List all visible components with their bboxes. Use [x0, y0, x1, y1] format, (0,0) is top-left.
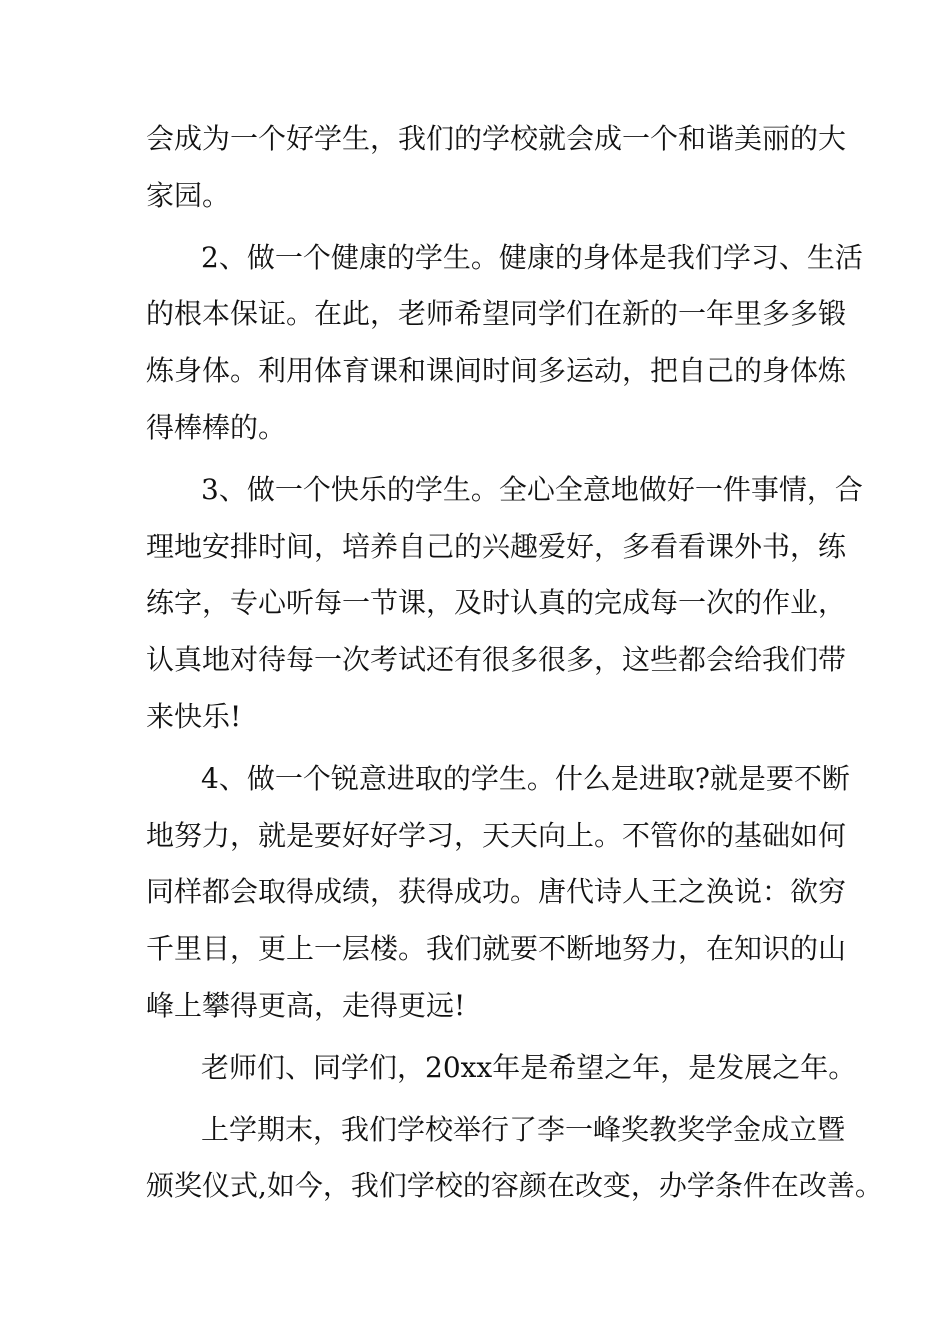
paragraph-4-line-3: 同样都会取得成绩，获得成功。唐代诗人王之涣说：欲穷 — [146, 875, 847, 909]
paragraph-2-line-2: 的根本保证。在此，老师希望同学们在新的一年里多多锻 — [146, 297, 847, 331]
paragraph-3-line-5: 来快乐! — [146, 699, 242, 733]
paragraph-2-line-3: 炼身体。利用体育课和课间时间多运动，把自己的身体炼 — [146, 354, 847, 388]
paragraph-2-line-4: 得棒棒的。 — [146, 410, 287, 444]
paragraph-3-line-3: 练字，专心听每一节课，及时认真的完成每一次的作业， — [146, 586, 847, 620]
paragraph-5-line-1: 老师们、同学们，20xx年是希望之年，是发展之年。 — [201, 1050, 857, 1084]
document-body — [146, 111, 883, 1215]
paragraph-6-line-2: 颁奖仪式,如今，我们学校的容颜在改变，办学条件在改善。 — [146, 1169, 883, 1203]
paragraph-4-line-1: 4、做一个锐意进取的学生。什么是进取?就是要不断 — [201, 761, 850, 795]
paragraph-3-line-1: 3、做一个快乐的学生。全心全意地做好一件事情，合 — [201, 472, 863, 506]
paragraph-4-line-2: 地努力，就是要好好学习，天天向上。不管你的基础如何 — [146, 818, 847, 852]
paragraph-4-line-4: 千里目，更上一层楼。我们就要不断地努力，在知识的山 — [146, 932, 847, 966]
paragraph-4-line-5: 峰上攀得更高，走得更远! — [146, 988, 466, 1022]
paragraph-6-line-1: 上学期末，我们学校举行了李一峰奖教奖学金成立暨 — [201, 1112, 846, 1146]
paragraph-1-line-1: 会成为一个好学生，我们的学校就会成一个和谐美丽的大 — [146, 122, 847, 155]
paragraph-3-line-2: 理地安排时间，培养自己的兴趣爱好，多看看课外书，练 — [146, 529, 847, 563]
paragraph-2-line-1: 2、做一个健康的学生。健康的身体是我们学习、生活 — [201, 240, 863, 274]
paragraph-3-line-4: 认真地对待每一次考试还有很多很多，这些都会给我们带 — [146, 643, 847, 677]
paragraph-1-line-2: 家园。 — [146, 178, 231, 212]
